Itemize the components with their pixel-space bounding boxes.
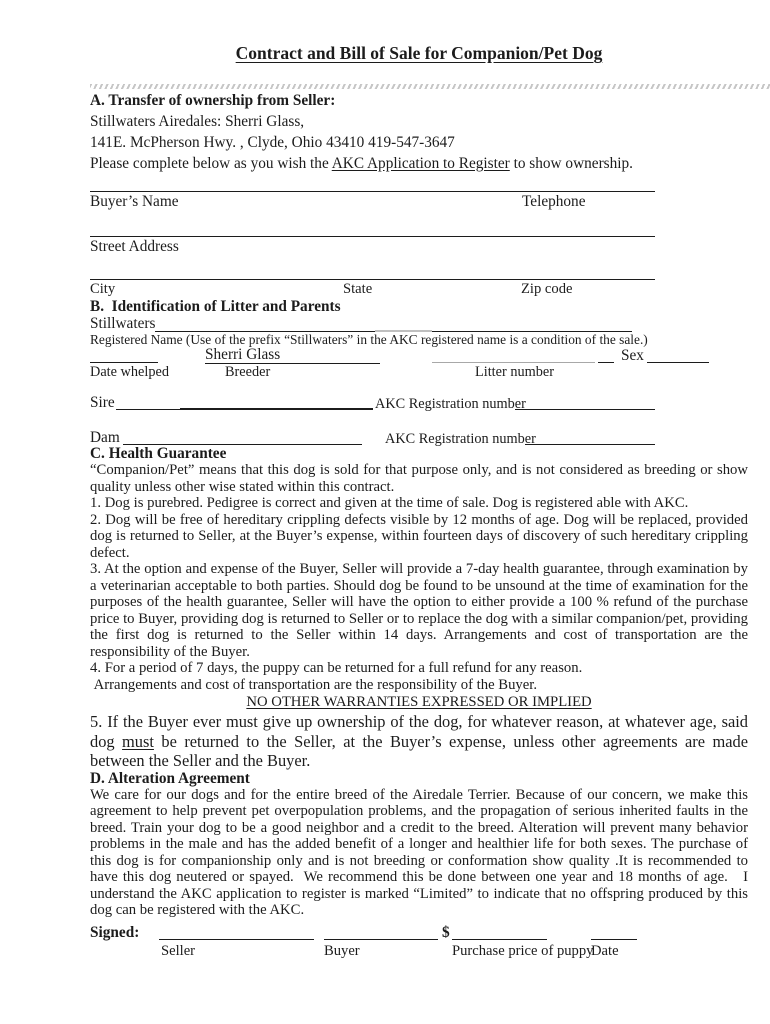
buyer-name-label-row [90,192,748,213]
street-address-label: Street Address [90,238,179,255]
litter-number-label: Litter number [475,364,555,380]
registered-name-row [90,315,632,332]
hatched-divider [90,84,770,89]
whelp-breeder-litter-row [90,347,748,364]
buyer-signature-field[interactable] [324,939,438,940]
health-clause-1: 1. Dog is purebred. Pedigree is correct and given at the time of sale. Dog is registered able with AKC. [90,495,689,511]
telephone-label: Telephone [522,193,586,210]
seller-address-line: 141E. McPherson Hwy. , Clyde, Ohio 43410 419-547-3647 [90,134,455,151]
section-b-heading: B. Identification of Litter and Parents [90,298,341,315]
sire-akc-number-label: AKC Registration number [375,396,526,412]
whelp-breeder-litter-labels [90,364,748,380]
sire-field-thin[interactable] [116,409,180,410]
sex-label: Sex [621,347,644,364]
registered-name-note: Registered Name (Use of the prefix “Stillwaters” in the AKC registered name is a condition of the sale.) [90,332,648,347]
dam-akc-number-field[interactable] [525,444,655,445]
buyer-signature-label: Buyer [324,942,360,959]
seller-name-line: Stillwaters Airedales: Sherri Glass, [90,113,305,130]
date-field[interactable] [591,939,637,940]
date-label: Date [591,942,619,959]
sire-akc-number-field[interactable] [515,409,655,410]
city-state-zip-label-row [90,280,748,299]
seller-signature-field[interactable] [159,939,314,940]
dam-row [90,429,748,446]
registered-name-prefix: Stillwaters [90,315,156,332]
registration-instruction [90,153,748,174]
dam-label: Dam [90,429,120,446]
akc-application-link: AKC Application to Register [331,155,510,172]
clause-5-text-after: be returned to the Seller, at the Buyer’s expense, unless other agreements are made between the Seller and the Buyer. [90,731,753,770]
clause-5-must-underlined: must [122,731,154,751]
dam-field[interactable] [123,444,362,445]
litter-number-field[interactable] [432,362,595,363]
litter-number-field-tail [598,362,614,363]
instruction-text-after: to show ownership. [509,155,633,172]
breeder-label: Breeder [225,364,271,380]
sire-field[interactable] [180,408,373,410]
health-clause-5 [90,712,753,771]
city-label: City [90,281,116,297]
health-clause-4: 4. For a period of 7 days, the puppy can be returned for a full refund for any reason. [90,660,583,676]
alteration-agreement-body: We care for our dogs and for the entire breed of the Airedale Terrier. Because of our concern, we make this agreement to help prevent pet overpopulation problems, and the propagation of serious inherited faults in the breed. Train your dog to be a good neighbor and a credit to the breed. Alteration will prevent many behavior problems in the male and has the added benefit of a longer and healthier life for both sexes. The purchase of this dog is for companionship only and is not breeding or conformation show quality .It is recommended to have this dog neutered or spayed. We recommend this be done between one year and 18 months of age. I understand the AKC application to register is marked “Limited” to indicate that no offspring produced by this dog can be registered with the AKC. [90,786,752,918]
date-whelped-label: Date whelped [90,364,169,380]
clause-5-text-before: 5. If the Buyer ever must give up ownership of the dog, for whatever reason, at whatever age, said dog [90,712,753,751]
health-clause-3: 3. At the option and expense of the Buyer, Seller will provide a 7-day health guarantee, through examination by a veterinarian acceptable to both parties. Should dog be found to be unsound at the time of examination for the purposes of the health guarantee, Seller will have the option to either provide a 100 % refund of the purchase price to Buyer, providing dog is returned to Seller or to replace the dog with a similar companion/pet, providing the first dog is returned to the Seller within 14 days. Arrangements and cost of transportation are the responsibility of the Buyer. [90,561,752,660]
no-warranties-line: NO OTHER WARRANTIES EXPRESSED OR IMPLIED [246,694,592,710]
seller-signature-label: Seller [161,942,196,959]
sire-row [90,394,748,411]
purchase-price-label: Purchase price of puppy [452,942,594,959]
document-title: Contract and Bill of Sale for Companion/Pet Dog [235,43,603,63]
health-clause-definition: “Companion/Pet” means that this dog is sold for that purpose only, and is not considered as breeding or show quality unless other wise stated within this contract. [90,462,752,495]
dollar-sign: $ [442,923,450,941]
signature-row [90,922,748,942]
signature-labels [90,942,748,960]
section-a-heading: A. Transfer of ownership from Seller: [90,92,336,109]
purchase-price-field[interactable] [452,939,547,940]
health-clause-4b: Arrangements and cost of transportation are the responsibility of the Buyer. [90,676,538,693]
sire-label: Sire [90,394,115,411]
date-whelped-field[interactable] [90,362,158,363]
street-address-label-row [90,237,748,258]
breeder-value: Sherri Glass [205,346,281,363]
breeder-field[interactable] [205,347,380,364]
dam-akc-number-label: AKC Registration number [385,431,536,447]
buyers-name-label: Buyer’s Name [90,193,179,210]
state-label: State [343,281,373,297]
section-c-heading: C. Health Guarantee [90,445,227,462]
sex-field[interactable] [647,362,709,363]
registered-name-field[interactable] [155,315,632,332]
registered-name-field-gray-segment [375,330,432,332]
health-clause-2: 2. Dog will be free of hereditary crippling defects visible by 12 months of age. Dog will be replaced, provided dog is returned to Seller, at the Buyer’s expense, within fourteen days of discovery of such hereditary crippling defect. [90,511,752,561]
section-d-heading: D. Alteration Agreement [90,769,250,787]
instruction-text-before: Please complete below as you wish the [90,155,332,172]
zip-code-label: Zip code [521,281,573,297]
document-content [90,42,753,960]
signed-label: Signed: [90,923,140,941]
